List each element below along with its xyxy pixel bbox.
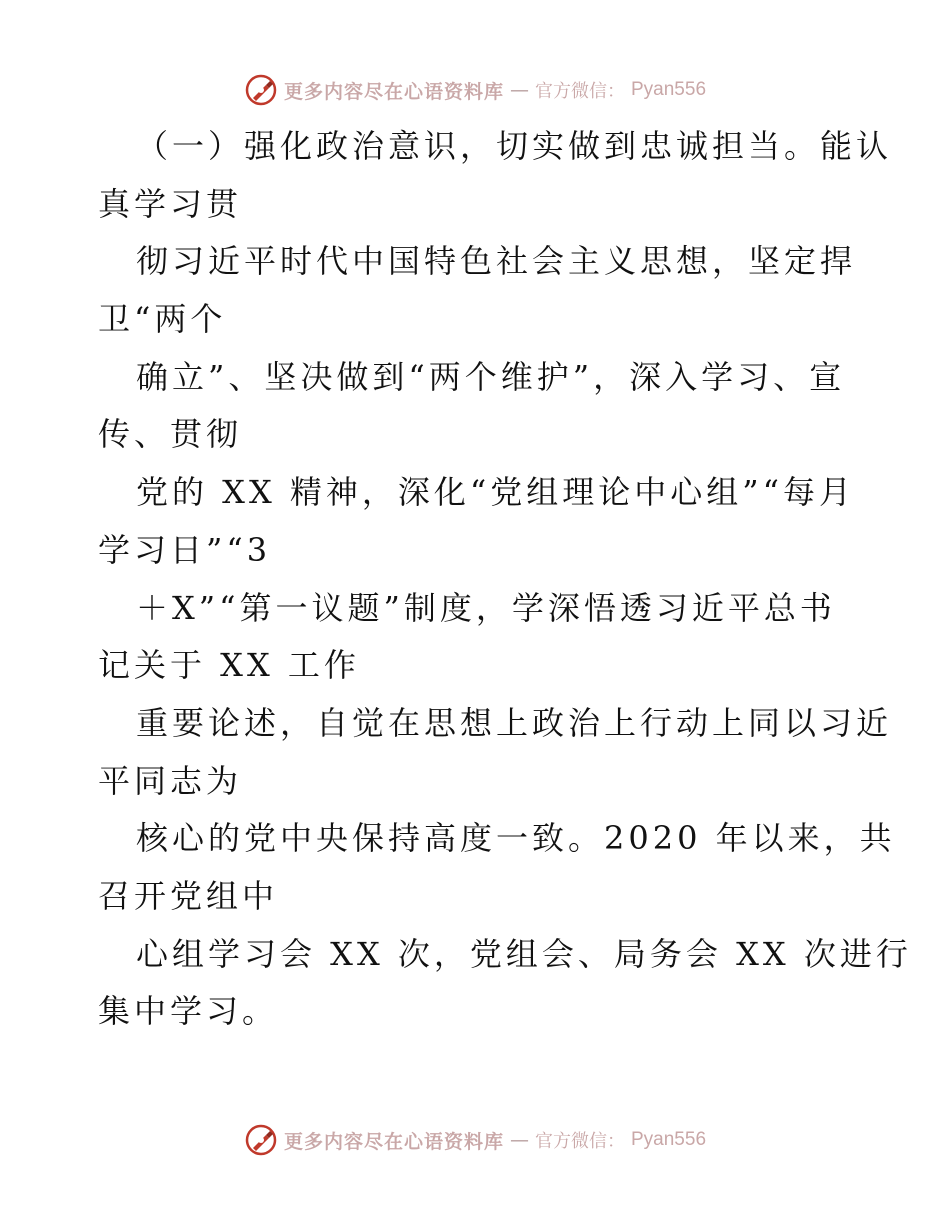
pen-logo-icon: [244, 73, 278, 107]
body-line: 传、贯彻: [98, 415, 243, 454]
footer-official-label: 官方微信：: [535, 1131, 625, 1152]
body-line: 卫“两个: [98, 300, 227, 339]
footer-separator: —: [510, 1129, 529, 1151]
body-line: 党的 XX 精神，深化“党组理论中心组”“每月: [136, 473, 855, 512]
body-line: 平同志为: [98, 761, 243, 800]
footer-account-id: Pyan556: [631, 1129, 707, 1150]
header-official-label: 官方微信：: [535, 81, 625, 102]
body-line: 确立”、坚决做到“两个维护”，深入学习、宣: [136, 357, 846, 396]
pen-logo-icon: [244, 1123, 278, 1157]
body-line: 重要论述，自觉在思想上政治上行动上同以习近: [136, 703, 893, 742]
body-line: 集中学习。: [98, 992, 279, 1031]
footer-brand-text: 更多内容尽在心语资料库: [283, 1130, 504, 1153]
document-body: [98, 118, 912, 1041]
body-line: 记关于 XX 工作: [98, 646, 360, 685]
body-line: （一）强化政治意识，切实做到忠诚担当。能认: [136, 127, 893, 165]
body-line: 核心的党中央保持高度一致。2020 年以来，共: [136, 819, 896, 858]
body-line: 心组学习会 XX 次，党组会、局务会 XX 次进行: [136, 934, 912, 973]
body-line: 学习日”“3: [98, 530, 272, 569]
body-line: ＋X”“第一议题”制度，学深悟透习近平总书: [136, 588, 836, 627]
header-account-id: Pyan556: [631, 79, 707, 100]
footer-watermark-banner: [0, 1120, 950, 1160]
body-line: 真学习贯: [98, 184, 243, 223]
body-line: 彻习近平时代中国特色社会主义思想，坚定捍: [136, 242, 857, 281]
header-watermark-banner: [0, 70, 950, 110]
header-brand-text: 更多内容尽在心语资料库: [283, 80, 504, 103]
body-line: 召开党组中: [98, 876, 279, 915]
header-separator: —: [510, 79, 529, 101]
